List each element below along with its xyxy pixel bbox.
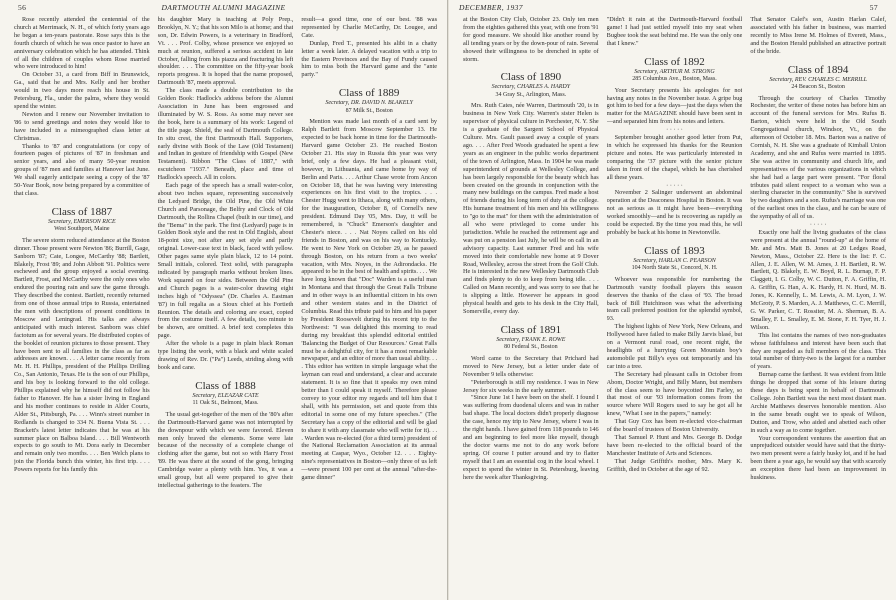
paragraph: his daughter Mary is teaching at Poly Prep., Brooklyn, N. Y.; that his son Milo is at home; and that son, Dr. Edwin Powers, is a veterinary in Bradford, Vt. . . . Prof. Colby, whose presence we enjoyed so much at reunion, suffered a serious accident in late October, falling from his piazza and fracturing his left shoulder. . . . The committee on the fifty-year book reports progress. It is hoped that the name proposed, Dartmouth '87, meets approval. [157,16,294,87]
paragraph: Mrs. Ruth Cates, née Warren, Dartmouth '20, is in business in New York City. Warren's sister Helen is supervisor of physical culture in Porchester, N. Y. She is a graduate of the Sargent School of Physical Culture. Mrs. Gault passed away a couple of years ago. . . . After Fred Woods graduated he spent a few years as an engineer in the public works department of the town of Arlington, Mass. In 1904 he was made superintendent of grounds at Wellesley College, and has been largely responsible for the beauty which has been created on the grounds in conjunction with the many new buildings on the campus. Fred made a host of friends during his long term of duty at the college. His humane treatment of his men and his willingness to "go to the mat" for them with the administration of all who were privileged to come under his jurisdiction. While he reached the retirement age and was put on a pension last July, he will be on call in an advisory capacity. Last summer Fred and his wife moved into their comfortable new home at 9 Dover Road, Wellesley, across the street from the Golf Club. He is interested in the new Wellesley Dartmouth Club and finds plenty to do to keep from being idle. . . . Called on Mann recently, and was sorry to see that he is slipping a little. However he appears in good physical health and gets to his desk in the City Hall, Somerville, every day. [463,102,599,315]
class-address: 24 Beacon St., Boston [791,84,845,91]
paragraph: "Didn't it rain at the Dartmouth-Harvard football game! I had just settled myself into my seat when Bugbee took the seat behind me. He was the only one that I knew." [606,16,743,47]
section-separator: · · · · · [809,221,827,229]
paragraph: Burnap came the farthest. It was evident from little things he dropped that some of his leisure during these days is being spent in behalf of Dartmouth College. John Bartlett was the next most distant man. Archie Matthews deserves honorable mention. Also in the same breath ought we to speak of Wilson, Dutton, and Trow, who aided and abetted each other in such a way as to come together. [750,371,887,434]
paragraph: Mention was made last month of a card sent by Ralph Bartlett from Moscow September 13. He expected to be back home in time for the Dartmouth-Harvard game October 23. He reached Boston October 21. His stay in Russia this year was very brief, only a few days. He had a pleasant visit, however, in Lithuania, and came home by way of Berlin and Paris. . . . Arthur Chase wrote from Ancon on October 18, that he was having very interesting experiences on his first visit to the tropics. . . . Chester Hugg went to Ithaca, along with many others, for the inauguration, October 8, of Cornell's new president. Edmund Day '05, Mrs. Day, it will be remembered, is "Chuck" Emerson's daughter and Chester's niece. . . . Nat Noyes called on his old friends in Boston, and was on his way to Kentucky. He went to New York on October 29, as he passed through Boston, on his return from a two weeks' vacation, with Mrs. Noyes, in the Adirondacks. He appeared to be in the best of health and spirits. . . . We have long known that "Doc" Warden is a useful man in Montana and that through the Great Falls Tribune and in other ways is an influential citizen in his own and other western states and in the District of Columbia. Read this tribute paid to him and his paper by President Roosevelt during his recent trip to the Northwest: "I was delighted this morning to read during my breakfast this splendid editorial entitled 'Balancing the Budget of Our Resources.' Great Falls must be a delightful city, for it has a most remarkable newspaper, and an editor of more than usual ability. . . . This editor has written in simple language what the layman can read and understand, a clear and accurate statement. It is so fine that it speaks my own mind better than I could speak it myself. Therefore please convey to your editor my regards and tell him that I shall, with his permission, set and quote from this editorial in some one of my future speeches." (The Secretary has a copy of the editorial and will be glad to share it with any classmate who will write for it). . . . Warden was re-elected (for a third term) president of the National Reclamation Association at its annual meeting at Caspar, Wyo., October 12. . . . Eighty-nine's representatives in Boston—only three of us left—were present 100 per cent at the annual "after-the-game dinner" [301,118,438,482]
text-column [158,16,294,596]
class-heading [158,380,294,408]
paragraph: Whoever was responsible for numbering the Dartmouth varsity football players this season deserves the thanks of the class of '93. The broad back of Bill Hutchinson was what the advertising team call preferred position for the splendid symbol, 93. [606,275,743,323]
running-header [449,3,896,13]
paragraph: September brought another good letter from Put, in which he expressed his thanks for the Reunion picture and notes. He was particularly interested in comparing the '37 picture with the senior picture taken in front of the chapel, which he has cherished all these years. [606,134,743,181]
paragraph: The usual get-together of the men of the '80's after the Dartmouth-Harvard game was not interrupted by the downpour with which we were favored. Eleven men only braved the elements. Some were late because of the necessity of a complete change of clothing after the game, but not so with Harry Frost '89. He was there at the sound of the gong, bringing Cambridge water a plenty with him. Yes, it was a small group, but all were prepared to give their intellectual gatherings to the feasters. The [157,410,294,489]
class-title: Class of 1890 [500,71,562,84]
class-heading [607,245,743,273]
paragraph: "Peterborough is still my residence. I was in New Jersey for six weeks in the early summer. [463,378,599,394]
class-title: Class of 1889 [338,87,400,100]
text-column [750,16,886,596]
paragraph: Your Secretary presents his apologies for not having any notes in the November issue. A gripe bug got him to bed for a few days—just the days when the matter for the MAGAZINE should have been sent in—and separated him from his notes and letters. [606,86,743,126]
class-heading [750,64,886,92]
class-address: West Southport, Maine [54,226,110,233]
paragraph: The highest lights of New York, New Orleans, and Hollywood have failed to make Billy Jarvis blasé, but on a Vermont rural road, one recent night, the headlights of a hurrying Green Mountain boy's automobile put Billy's eyes out temporarily and his car into a tree. [606,323,743,370]
paragraph: at the Boston City Club, October 23. Only ten men from the eighties gathered this year, with one from '91 for good measure. We should like another round by all tending years or by the down-pour of rain. Several showed their willingness to be drenched in spite of storm. [463,16,599,63]
class-title: Class of 1888 [195,379,256,392]
text-column [607,16,743,596]
paragraph: Word came to the Secretary that Prichard had moved to New Jersey, but a letter under date of November 9 tells otherwise: [463,354,599,378]
class-address: 34 Gray St., Arlington, Mass. [495,91,567,98]
class-secretary: Secretary, CHARLES A. HARDY [491,84,571,91]
page-number: 57 [869,3,878,12]
class-heading [301,87,437,115]
class-secretary: Secretary, ELEAZAR CATE [192,392,259,399]
text-column [14,16,150,596]
paragraph: Rose recently attended the centennial of the church at Merrimack, N. H., of which forty years ago he began a ten-years pastorate. Rose says this is the fourth church of which he was once pastor to have an anniversary celebration which he has attended. Think of all the children of couples whom Rose married who were introduced to him! [14,16,150,71]
paragraph: Newton and I renew our November invitation to '86 to send greetings and notes they would like to have included in a mimeographed class letter at Christmas. [14,110,150,142]
paragraph: This list contains the names of two non-graduates whose faithfulness and interest have been such that they are regarded as full members of the class. This total number of thirty-two is the largest for a number of years. [750,331,887,371]
paragraph: After the whole is a page in plain black Roman type listing the work, with a black and white scaled drawing of Rev. Dr. ("Pa") Leeds, striding along with book and cane. [157,340,294,371]
running-header [0,3,447,13]
class-address: 104 North State St., Concord, N. H. [631,265,718,272]
paragraph: On October 31, a card from Biff in Brunswick, Ga., said that he and Mrs. Kelly and her brother would in two days more reach his house in St. Petersburg, Fla., under the palms, where they would spend the winter. [14,71,150,110]
paragraph: November 2 Salinger underwent an abdominal operation at the Deaconess Hospital in Boston. It was not as serious as it might have been—everything worked smoothly—and he is recovering as rapidly as could be expected. By the time you read this, he will probably be back at his home in Newtonville. [606,189,743,236]
class-address: 285 Columbus Ave., Boston, Mass. [632,76,717,83]
class-secretary: Secretary, EMERSON RICE [48,218,116,225]
text-column [463,16,599,596]
class-address: 11 Oak St., Belmont, Mass. [192,400,259,407]
paragraph: Exactly one half the living graduates of the class were present at the annual "round-up" at the home of Mr. and Mrs. Matt B. Jones at 20 Ledges Road, Newton, Mass., October 22. Here is the list: F. C. Allen, J. E. Allen, W. M. Ames, J. H. Bartlett, R. W. Bartlett, Q. Blakely, E. W. Boyd, R. L. Burnap, F. P. Claggett, I. G. Colby, W. C. Dutton, F. A. Griffin, H. A. Griffin, G. Han, A. K. Hardy, H. N. Hurd, M. B. Jones, K. Kennelly, L. M. Lewis, A. M. Lyon, J. W. McGroty, P. S. Marden, A. J. Matthews, C. C. Merrill, G. W. Parker, C. T. Rossiter, M. A. Sherman, B. A. Smalley, F. L. Smalley, E. M. Stone, F. H. Tyer, H. J. Wilson. [750,228,887,331]
page-number: 56 [18,3,27,12]
class-heading [463,71,599,99]
paragraph: "Since June 1st I have been on the shelf. I found I was suffering from duodenal ulcers and was in rather bad shape. The local doctors didn't properly diagnose the case, hence my trip to New Jersey, where I was in the right hands. I have gained from 118 pounds to 146 and am beginning to feel more like myself, though the doctor warns me not to do any work before spring. Of course I putter around and try to flatter myself that I am an essential cog in the local wheel. I expect to spend the winter in St. Petersburg, leaving here the week after Thanksgiving. [463,394,599,481]
class-secretary: Secretary, FRANK E. ROWE [496,336,566,343]
right-page-columns [463,16,886,596]
class-title: Class of 1892 [644,55,705,68]
class-address: 80 Federal St., Boston [504,344,558,351]
paragraph: The severe storm reduced attendance at the Boston dinner. Those present were Newton '86; Burrill, Gage, Sanborn '87; Cate, Longee, McCarthy '88; Bartlett, Blakely, Frost '89; and John Abbott '91. Politics were eschewed and the group enjoyed a social evening. Bartlett, Frost, and McCarthy were the only ones who endured the pouring rain and saw the game through. They described the contest. Bartlett, recently returned from one of those annual trips to Russia, entertained the men with descriptions of present conditions in Moscow and Leningrad. His talks are always anticipated with much interest. Sanborn was chief factotum as for several years. He distributed copies of the booklet of reunion pictures to those present. They have been sent to all families in the class as far as addresses are known. . . . A letter came recently from Mr. H. H. Phillips, president of the Phillips Drilling Co., San Antonio, Texas. He is the son of our Phillips, and his boy is looking forward to the old college. Phillips explained why he himself did not follow his father to Hanover. He has a sister living in England and his mother continues to reside in Alder Courts, Alder St., Pittsburgh, Pa. . . . Winn's street number in Redlands is changed to 334 N. Buena Vista St. . . . Brackett's latest letter indicates that he was at his summer place on Balboa Island. . . . Bill Wentworth expects to go south to Mt. Dora early in December and remain only two months. . . . Ben Welch plans to join the Florida bunch this winter, his first trip. . . . Powers reports for his family this [14,236,150,474]
class-title: Class of 1893 [644,244,705,257]
class-title: Class of 1891 [500,323,562,336]
class-secretary: Secretary, REV. CHARLES C. MERRILL [769,76,867,83]
class-heading [463,324,599,352]
section-separator: · · · · · [666,126,683,134]
running-head-title: DECEMBER, 1937 [459,3,523,12]
paragraph: Through the courtesy of Charles Timothy Rochester, the writer of these notes has before him an account of the funeral services for Mrs. Rufus B. Barton, which were held in the Old South Congregational church, Windsor, Vt., on the afternoon of October 18. Mrs. Barton was a native of Cornish, N. H. She was a graduate of Kimball Union Academy, and she and Rufus were married in 1895. She was active in community and church life, and representatives of the various organizations in which she had had a large part were present. "For floral tributes paid silent respect to a woman who was a sterling character in the community." She is survived by two daughters and a son. Rufus's marriage was one of the earliest ones in the class, and he can be sure of the sympathy of all of us. [750,94,887,221]
class-title: Class of 1894 [787,63,849,76]
text-column [301,16,437,596]
paragraph: Thanks to '87 and congratulations (or copy of fourteen pages of pictures of '87 in freshman and senior years, and also of many 50-year reunion groups of '87 men and families at Hanover last June. We shall eagerly anticipate seeing a copy of the '87 50-Year Book, now being prepared by a committee of that class. [14,142,150,197]
paragraph: Your correspondent ventures the assertion that an unprejudiced outsider would have said that the thirty-two men present were a fairly husky lot, and if he had been there a year ago, he would say that with scarcely an exception there had been an improvement in huskiness. [750,434,887,482]
running-head-title: DARTMOUTH ALUMNI MAGAZINE [161,3,286,12]
class-title: Class of 1887 [51,205,113,218]
paragraph: That Senator Calef's son, Austin Harlan Calef, associated with his father in business, was married recently to Miss Irene M. Holmes of Everett, Mass., and the Boston Herald published an attractive portrait of the bride. [750,16,887,55]
right-page [448,0,896,600]
paragraph: That Samuel P. Hunt and Mrs. George B. Dodge have been re-elected to the official board of the Manchester Institute of Arts and Sciences. [606,433,743,457]
class-address: 87 Milk St., Boston [345,107,393,114]
paragraph: Dunlap, Fred T., presented his alibi in a chatty letter a week later. A delayed vacation with a trip to the Eastern Provinces and the Bay of Fundy caused him to miss both the Harvard game and the "ante party." [301,39,438,79]
class-secretary: Secretary, DR. DAVID N. BLAKELY [325,100,413,107]
class-secretary: Secretary, ARTHUR M. STRONG [634,68,715,75]
paragraph: The class made a double contribution to the Golden Book: Hadlock's address before the Alumni Association in June has been engrossed and illuminated by W. S. Ross. As some may never see the book, here is a summary of his work: Legend of the title page. Shield, the seal of Dartmouth College. In situ crest, the first Dartmouth Hall. Supporters, early divine with Book of the Law (Old Testament) and Indian in gesture of friendship with Gospel (New Testament). Ribbon "The Class of 1887," with escutcheon "1937." Beneath, place and time of Hadlock's speech. All in colors. [157,87,294,182]
class-heading [607,56,743,84]
left-page-columns [14,16,437,596]
paragraph: The Secretary had pleasant calls in October from Abom, Doctor Wright, and Billy Mann, but members of the class seem to have boycotted Jim Farley, so that most of our '93 information comes from the source where Will Rogers used to say he got all he knew, "What I see in the papers," namely: [606,370,743,418]
paragraph: That Judge Griffith's mother, Mrs. Mary K. Griffith, died in October at the age of 92. [606,457,743,473]
section-separator: · · · · · [666,181,683,189]
paragraph: That Guy Cox has been re-elected vice-chairman of the board of trustees of Boston University. [606,418,743,434]
class-heading [14,206,150,234]
class-secretary: Secretary, HARLAN C. PEARSON [633,257,716,264]
paragraph: Each page of the speech has a small water-color, about two inches square, representing successively the Ledyard Bridge, the Old Pine, the Old White Church and Parsonage, the Belfry and Clock of Old Dartmouth, the Rollins Chapel (built in our time), and the "Bema" in the park. The first (Ledyard) page is in Golden Book style and the rest in Old English, about 18-point size, not after any set style and partly original. Lower-case text in black, faced with yellow. Other pages same style plain black, 12 to 14 point. Small initials, colored. Text solid, with paragraphs indicated by paragraph marks without broken lines. Work squared on four sides. Between the Old Pine and Church pages is a water-color drawing eight inches high of "Odyssea" (Dr. Charles A. Eastman '87) in full regalia as a Sioux chief at his Fortieth Reunion. The details and coloring are exact, copied from the costume itself. A few details, too minute to be shown, are omitted. A brief text completes this page. [157,182,294,340]
paragraph: result—a good time, one of our best. '88 was represented by Charlie McCarthy, Dr. Lougee, and Cate. [301,16,438,39]
